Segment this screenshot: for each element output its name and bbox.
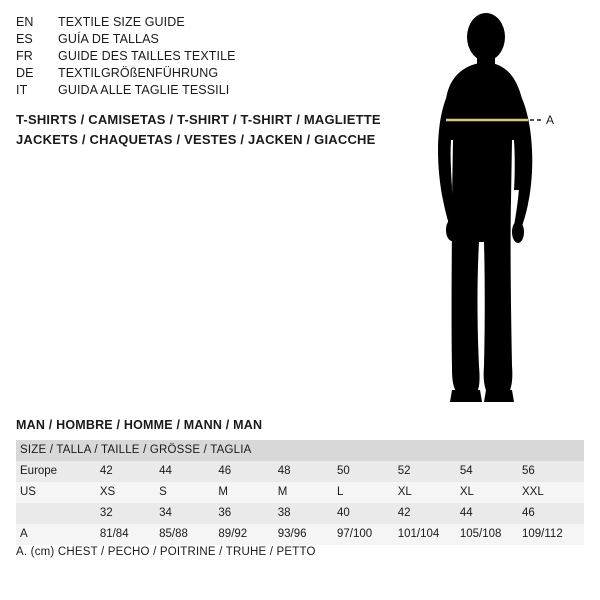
cell-value: 44 [459,507,473,519]
row-label: US [20,486,36,498]
language-code: IT [16,83,28,97]
cell-value: 32 [99,507,113,519]
cell-value: 42 [99,465,113,477]
table-title: MAN / HOMBRE / HOMME / MANN / MAN [16,418,263,432]
language-code: DE [16,66,34,80]
language-code: ES [16,32,33,46]
cell-value: 97/100 [337,528,373,540]
table-row [16,482,584,503]
category-heading-block [16,110,416,150]
cell-value: 46 [218,465,232,477]
cell-value: 81/84 [99,528,129,540]
language-row [16,14,396,31]
table-row [16,461,584,482]
language-text: TEXTILE SIZE GUIDE [58,15,185,29]
table-row [16,503,584,524]
cell-value: 48 [277,465,291,477]
footnote: A. (cm) CHEST / PECHO / POITRINE / TRUHE / PETTO [16,546,316,558]
cell-value: 85/88 [159,528,188,540]
cell-value: 105/108 [459,528,502,540]
cell-value: 40 [337,507,350,519]
cell-value: 56 [522,465,535,477]
cell-value: XL [397,486,412,498]
cell-value: 52 [397,465,411,477]
cell-value: 42 [397,507,411,519]
category-line-jackets: JACKETS / CHAQUETAS / VESTES / JACKEN / GIACCHE [16,132,376,147]
language-text: GUIDA ALLE TAGLIE TESSILI [58,83,230,97]
language-row [16,82,396,99]
cell-value: XS [99,486,116,498]
cell-value: S [159,486,167,498]
cell-value: M [218,486,228,498]
cell-value: 101/104 [397,528,440,540]
language-code: FR [16,49,33,63]
cell-value: XL [459,486,474,498]
language-row [16,65,396,82]
row-label: A [20,528,28,540]
row-label [16,503,100,524]
silhouette-svg [400,10,600,410]
cell-value: 38 [277,507,291,519]
language-code: EN [16,15,34,29]
table-header-row [16,440,584,461]
cell-value: 54 [459,465,473,477]
language-text: TEXTILGRÖßENFÜHRUNG [58,66,219,80]
cell-value: 34 [159,507,172,519]
chest-marker-label: A [546,113,555,127]
cell-value: 93/96 [277,528,307,540]
cell-value: M [277,486,288,498]
row-label: Europe [20,465,58,477]
cell-value: 89/92 [218,528,248,540]
category-line-tshirts: T-SHIRTS / CAMISETAS / T-SHIRT / T-SHIRT / MAGLIETTE [16,112,381,127]
cell-value: 36 [218,507,232,519]
male-silhouette-figure [400,10,600,410]
cell-value: 50 [337,465,350,477]
cell-value: XXL [522,486,544,498]
table-header-label: SIZE / TALLA / TAILLE / GRÖSSE / TAGLIA [20,444,252,456]
language-text: GUIDE DES TAILLES TEXTILE [58,49,236,63]
table-row [16,524,584,545]
cell-value: 109/112 [522,528,563,540]
language-row [16,31,396,48]
cell-value: 44 [159,465,172,477]
cell-value: L [337,486,344,498]
language-text: GUÍA DE TALLAS [58,32,159,46]
language-row [16,48,396,65]
size-table [16,440,584,545]
language-guide-block [16,14,396,99]
cell-value: 46 [522,507,535,519]
